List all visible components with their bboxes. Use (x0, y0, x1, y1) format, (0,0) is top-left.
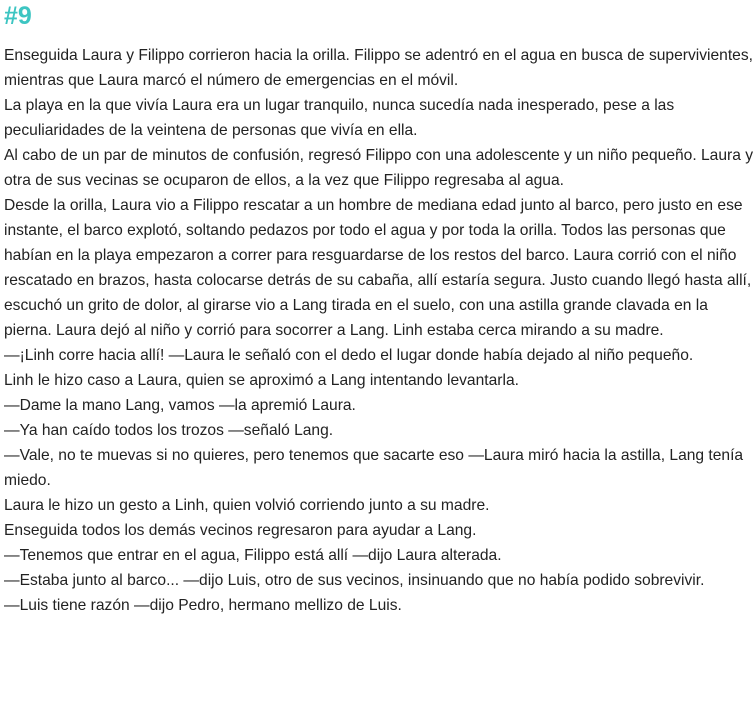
paragraph-13: —Estaba junto al barco... —dijo Luis, otro de sus vecinos, insinuando que no había podido sobrevivir. (4, 572, 705, 589)
paragraph-7: —Dame la mano Lang, vamos —la apremió Laura. (4, 397, 356, 414)
paragraph-8: —Ya han caído todos los trozos —señaló Lang. (4, 422, 334, 439)
paragraph-2: La playa en la que vivía Laura era un lugar tranquilo, nunca sucedía nada inesperado, pese a las peculiaridades de la veintena de personas que vivía en ella. (4, 97, 675, 139)
paragraph-3: Al cabo de un par de minutos de confusión, regresó Filippo con una adolescente y un niño pequeño. Laura y otra de sus vecinas se ocuparon de ellos, a la vez que Filippo regresaba al agua. (4, 147, 754, 189)
paragraph-1: Enseguida Laura y Filippo corrieron hacia la orilla. Filippo se adentró en el agua en busca de supervivientes, mientras que Laura marcó el número de emergencias en el móvil. (4, 47, 753, 89)
story-body (4, 43, 754, 618)
paragraph-14: —Luis tiene razón —dijo Pedro, hermano mellizo de Luis. (4, 597, 402, 614)
chapter-heading: #9 (4, 2, 32, 30)
paragraph-5: —¡Linh corre hacia allí! —Laura le señaló con el dedo el lugar donde había dejado al niño pequeño. (4, 347, 694, 364)
paragraph-12: —Tenemos que entrar en el agua, Filippo está allí —dijo Laura alterada. (4, 547, 502, 564)
paragraph-9: —Vale, no te muevas si no quieres, pero tenemos que sacarte eso —Laura miró hacia la astilla, Lang tenía miedo. (4, 447, 744, 489)
paragraph-6: Linh le hizo caso a Laura, quien se aproximó a Lang intentando levantarla. (4, 372, 519, 389)
paragraph-11: Enseguida todos los demás vecinos regresaron para ayudar a Lang. (4, 522, 477, 539)
paragraph-10: Laura le hizo un gesto a Linh, quien volvió corriendo junto a su madre. (4, 497, 490, 514)
paragraph-4: Desde la orilla, Laura vio a Filippo rescatar a un hombre de mediana edad junto al barco, pero justo en ese instante, el barco explotó, soltando pedazos por todo el agua y por toda la orilla. Todos las personas que habían en la playa empezaron a correr para resguardarse de los restos del barco. Laura corrió con el niño rescatado en brazos, hasta colocarse detrás de su cabaña, allí estaría segura. Justo cuando llegó hasta allí, escuchó un grito de dolor, al girarse vio a Lang tirada en el suelo, con una astilla grande clavada en la pierna. Laura dejó al niño y corrió para socorrer a Lang. Linh estaba cerca mirando a su madre. (4, 197, 752, 339)
